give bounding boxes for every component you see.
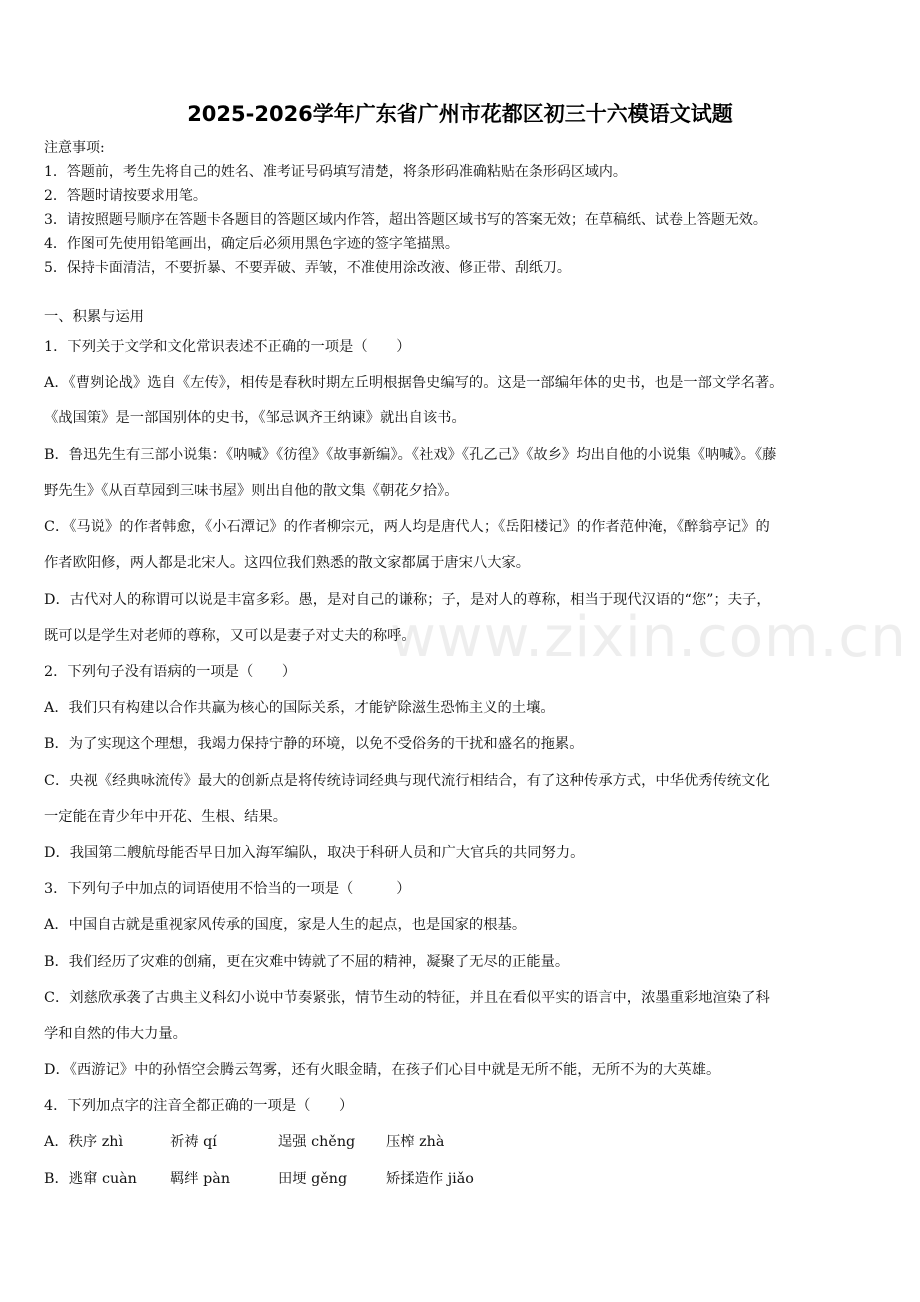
watermark: www.zixin.com.cn: [390, 605, 907, 670]
option-c: C．央视《经典咏流传》最大的创新点是将传统诗词经典与现代流行相结合，有了这种传承方式，中华优秀传统文化: [44, 773, 770, 789]
option-a: A．中国自古就是重视家风传承的国度，家是人生的起点，也是国家的根基。: [44, 917, 527, 933]
option-a-cont: 《战国策》是一部国别体的史书，《邹忌讽齐王纳谏》就出自该书。: [44, 410, 466, 426]
option-a-item: 压榨 zhà: [386, 1134, 445, 1150]
option-c-cont: 作者欧阳修，两人都是北宋人。这四位我们熟悉的散文家都属于唐宋八大家。: [44, 555, 531, 571]
section-heading: 一、积累与运用: [44, 309, 145, 325]
option-c-cont: 学和自然的伟大力量。: [44, 1026, 187, 1042]
notice-item: 5．保持卡面清洁，不要折暴、不要弄破、弄皱，不准使用涂改液、修正带、刮纸刀。: [44, 260, 571, 276]
option-d: D．我国第二艘航母能否早日加入海军编队，取决于科研人员和广大官兵的共同努力。: [44, 845, 585, 861]
option-b-item: 羁绊 pàn: [170, 1171, 231, 1187]
page-title: 2025-2026学年广东省广州市花都区初三十六模语文试题: [187, 102, 733, 126]
option-c: C．刘慈欣承袭了古典主义科幻小说中节奏紧张，情节生动的特征，并且在看似平实的语言中，浓墨重彩地渲染了科: [44, 990, 770, 1006]
option-c-cont: 一定能在青少年中开花、生根、结果。: [44, 809, 288, 825]
option-b-item: B．逃窜 cuàn: [44, 1171, 137, 1187]
question-stem: 1．下列关于文学和文化常识表述不正确的一项是（ ）: [44, 339, 411, 355]
option-b: B．鲁迅先生有三部小说集：《呐喊》《彷徨》《故事新编》。《社戏》《孔乙己》《故乡》均出自他的小说集《呐喊》。《藤: [44, 447, 777, 463]
question-stem: 3．下列句子中加点的词语使用不恰当的一项是（ ）: [44, 881, 411, 897]
question-stem: 4．下列加点字的注音全都正确的一项是（ ）: [44, 1098, 354, 1114]
option-a-row: [44, 1132, 444, 1152]
notice-heading: 注意事项:: [44, 140, 105, 156]
option-b-item: 矫揉造作 jiǎo: [386, 1171, 474, 1187]
option-a: A．《曹刿论战》选自《左传》，相传是春秋时期左丘明根据鲁史编写的。这是一部编年体的史书，也是一部文学名著。: [44, 375, 784, 391]
option-d-cont: 既可以是学生对老师的尊称，又可以是妻子对丈夫的称呼。: [44, 628, 416, 644]
option-b-cont: 野先生》《从百草园到三味书屋》则出自他的散文集《朝花夕拾》。: [44, 483, 459, 499]
option-b-row: [44, 1169, 474, 1189]
option-c: C．《马说》的作者韩愈，《小石潭记》的作者柳宗元，两人均是唐代人；《岳阳楼记》的作者范仲淹，《醉翁亭记》的: [44, 519, 770, 535]
option-b-item: 田埂 gěng: [278, 1171, 348, 1187]
option-b: B．为了实现这个理想，我竭力保持宁静的环境，以免不受俗务的干扰和盛名的拖累。: [44, 736, 584, 752]
option-a-item: A．秩序 zhì: [44, 1134, 124, 1150]
option-a-item: 逞强 chěng: [278, 1134, 356, 1150]
notice-item: 1．答题前，考生先将自己的姓名、准考证号码填写清楚，将条形码准确粘贴在条形码区域内。: [44, 164, 627, 180]
option-a-item: 祈祷 qí: [170, 1134, 217, 1150]
notice-item: 4．作图可先使用铅笔画出，确定后必须用黑色字迹的签字笔描黑。: [44, 236, 459, 252]
option-b: B．我们经历了灾难的创痛，更在灾难中铸就了不屈的精神，凝聚了无尽的正能量。: [44, 954, 570, 970]
question-stem: 2．下列句子没有语病的一项是（ ）: [44, 664, 297, 680]
option-d: D．古代对人的称谓可以说是丰富多彩。愚，是对自己的谦称；子，是对人的尊称，相当于现代汉语的“您”；夫子，: [44, 592, 771, 608]
option-a: A．我们只有构建以合作共赢为核心的国际关系，才能铲除滋生恐怖主义的土壤。: [44, 700, 555, 716]
option-d: D．《西游记》中的孙悟空会腾云驾雾，还有火眼金睛，在孩子们心目中就是无所不能，无所不为的大英雄。: [44, 1062, 721, 1078]
notice-item: 3．请按照题号顺序在答题卡各题目的答题区域内作答，超出答题区域书写的答案无效；在草稿纸、试卷上答题无效。: [44, 212, 767, 228]
notice-item: 2．答题时请按要求用笔。: [44, 188, 207, 204]
